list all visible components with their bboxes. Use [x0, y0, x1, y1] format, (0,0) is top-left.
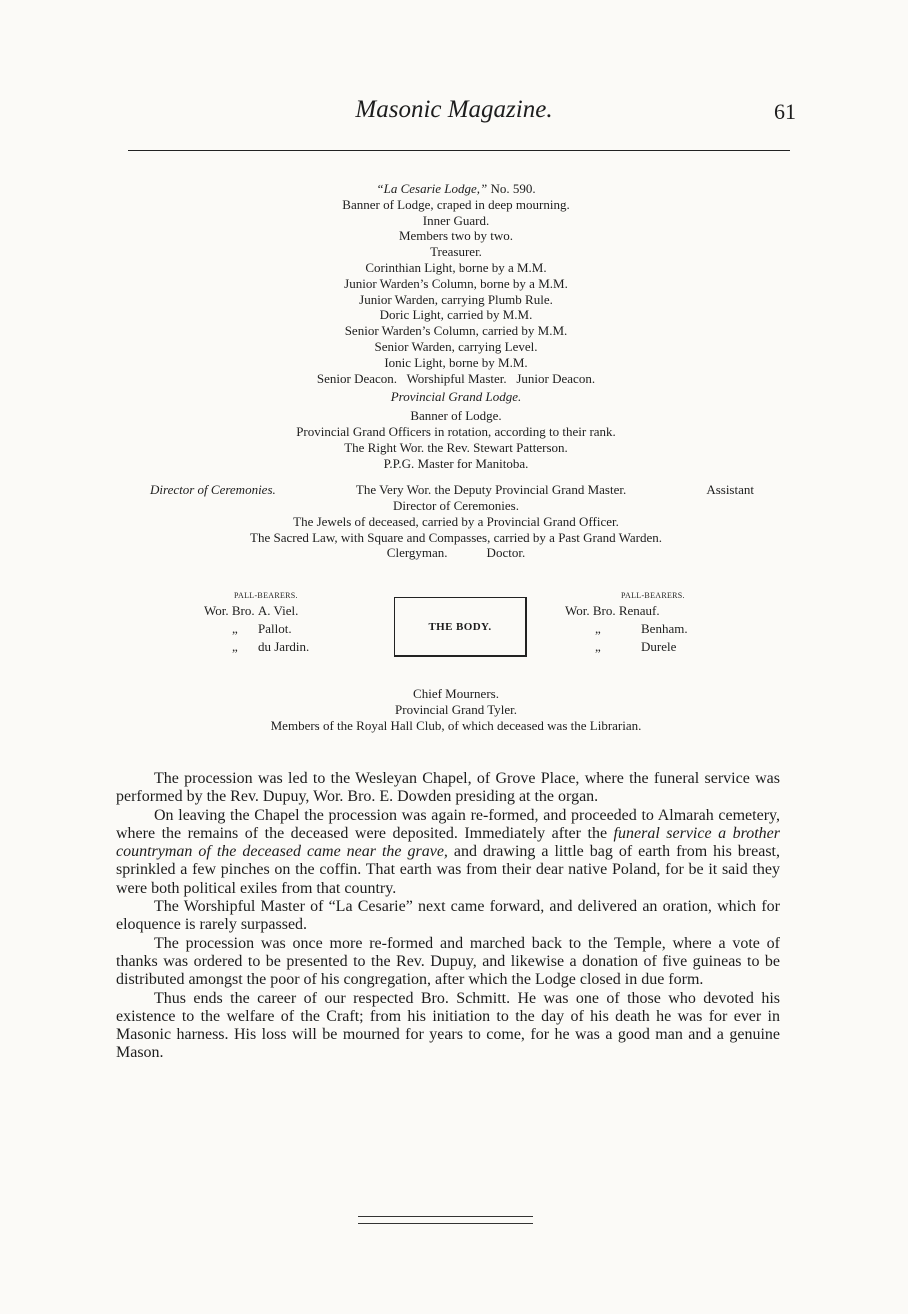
- lodge-number: No. 590.: [490, 181, 536, 196]
- procession-order: [140, 181, 772, 471]
- procession-line: Director of Ceremonies.: [393, 498, 519, 513]
- procession-line: Senior Warden’s Column, carried by M.M.: [344, 323, 568, 339]
- director-middle: The Very Wor. the Deputy Provincial Grand Master.: [355, 482, 627, 497]
- body-box: [394, 597, 527, 657]
- bearer-name: du Jardin.: [258, 639, 310, 654]
- pall-bearers-heading: PALL-BEARERS.: [621, 591, 685, 600]
- mourners-line: Provincial Grand Tyler.: [395, 701, 517, 717]
- pall-bearers-heading: PALL-BEARERS.: [234, 591, 298, 600]
- bearer-row: [204, 602, 364, 620]
- paragraph-text: and drawing a little bag of earth from his breast, sprinkled a few pinches on the coffin. That earth was from their dear native Poland, for be it said they were both political exiles from that country.: [116, 843, 781, 897]
- procession-line: Provincial Grand Officers in rotation, according to their rank.: [296, 423, 616, 439]
- pall-bearers-right: [565, 590, 715, 656]
- bearer-name: Benham.: [641, 621, 688, 636]
- ditto-mark: „: [232, 639, 238, 654]
- mourners-line: Chief Mourners.: [413, 686, 499, 701]
- procession-continued: [140, 498, 772, 561]
- procession-line: Ionic Light, borne by M.M.: [384, 354, 528, 370]
- page-number: 61: [774, 99, 796, 124]
- bearer-name: Renauf.: [618, 603, 660, 618]
- ditto-mark: „: [232, 621, 238, 636]
- bearer-row: [565, 602, 715, 620]
- mourners: [140, 686, 772, 733]
- paragraph: [116, 807, 780, 898]
- procession-line: The Jewels of deceased, carried by a Provincial Grand Officer.: [293, 513, 619, 529]
- procession-line: Banner of Lodge, craped in deep mourning.: [342, 196, 570, 212]
- procession-line: Junior Warden, carrying Plumb Rule.: [359, 291, 553, 307]
- ditto-mark: „: [595, 621, 601, 636]
- director-left: Director of Ceremonies.: [150, 482, 276, 497]
- lodge-title-line: [140, 181, 772, 197]
- procession-line: The Right Wor. the Rev. Stewart Patterson.: [344, 439, 568, 455]
- bearer-row: [565, 638, 715, 656]
- mourners-line: Members of the Royal Hall Club, of which deceased was the Librarian.: [270, 717, 642, 733]
- bearer-name: A. Viel.: [257, 603, 299, 618]
- director-right: Assistant: [706, 482, 754, 497]
- procession-line: Banner of Lodge.: [410, 408, 502, 424]
- header-rule: [128, 150, 790, 151]
- procession-line: The Sacred Law, with Square and Compasses, carried by a Past Grand Warden.: [250, 529, 662, 545]
- procession-line: Treasurer.: [430, 244, 482, 260]
- bearer-prefix: Wor. Bro.: [565, 603, 616, 618]
- narrative-text: [116, 770, 780, 1063]
- bearer-prefix: Wor. Bro.: [204, 603, 255, 618]
- paragraph-italic: funeral service a brother countryman of the deceased came near the grave,: [116, 824, 780, 861]
- bearer-row: [565, 620, 715, 638]
- ditto-mark: „: [595, 639, 601, 654]
- paragraph: The procession was once more re-formed and marched back to the Temple, where a vote of thanks was ordered to be presented to the Rev. Dupuy, and likewise a donation of five guineas to be distributed amongst the poor of his congregation, after which the Lodge closed in due form.: [116, 934, 780, 989]
- bearer-name: Pallot.: [258, 621, 292, 636]
- lodge-title: “La Cesarie Lodge,”: [376, 181, 488, 196]
- body-label: THE BODY.: [428, 620, 492, 633]
- provincial-heading: Provincial Grand Lodge.: [390, 389, 522, 405]
- procession-line: Junior Warden’s Column, borne by a M.M.: [344, 275, 568, 291]
- paragraph: The Worshipful Master of “La Cesarie” next came forward, and delivered an oration, which for eloquence is rarely surpassed.: [116, 898, 780, 934]
- paragraph: Thus ends the career of our respected Bro. Schmitt. He was one of those who devoted his existence to the welfare of the Craft; from his initiation to the day of his death he was for ever in Masonic harness. His loss will be mourned for years to come, for he was a good man and a genuine Mason.: [116, 989, 780, 1062]
- paragraph: The procession was led to the Wesleyan Chapel, of Grove Place, where the funeral service was performed by the Rev. Dupuy, Wor. Bro. E. Dowden presiding at the organ.: [116, 770, 780, 806]
- bearer-row: [204, 620, 364, 638]
- end-rule: [358, 1216, 533, 1224]
- procession-line: Clergyman. Doctor.: [386, 545, 526, 561]
- paragraph-text: On leaving the Chapel the procession was again re-formed, and proceeded to Almarah cemetery, where the remains of the deceased were deposited. Immediately after the: [116, 806, 780, 842]
- procession-line: Doric Light, carried by M.M.: [379, 307, 533, 323]
- procession-line: Senior Deacon. Worshipful Master. Junior Deacon.: [316, 370, 596, 386]
- procession-line: P.P.G. Master for Manitoba.: [383, 455, 529, 471]
- procession-line: Members two by two.: [398, 228, 514, 244]
- procession-line: Corinthian Light, borne by a M.M.: [365, 259, 547, 275]
- procession-line: Senior Warden, carrying Level.: [374, 338, 538, 354]
- running-title: Masonic Magazine.: [355, 96, 553, 123]
- procession-line: Inner Guard.: [422, 212, 490, 228]
- director-line: [150, 482, 754, 498]
- pall-bearers-left: [204, 590, 364, 656]
- bearer-name: Durele: [641, 639, 677, 654]
- bearer-row: [204, 638, 364, 656]
